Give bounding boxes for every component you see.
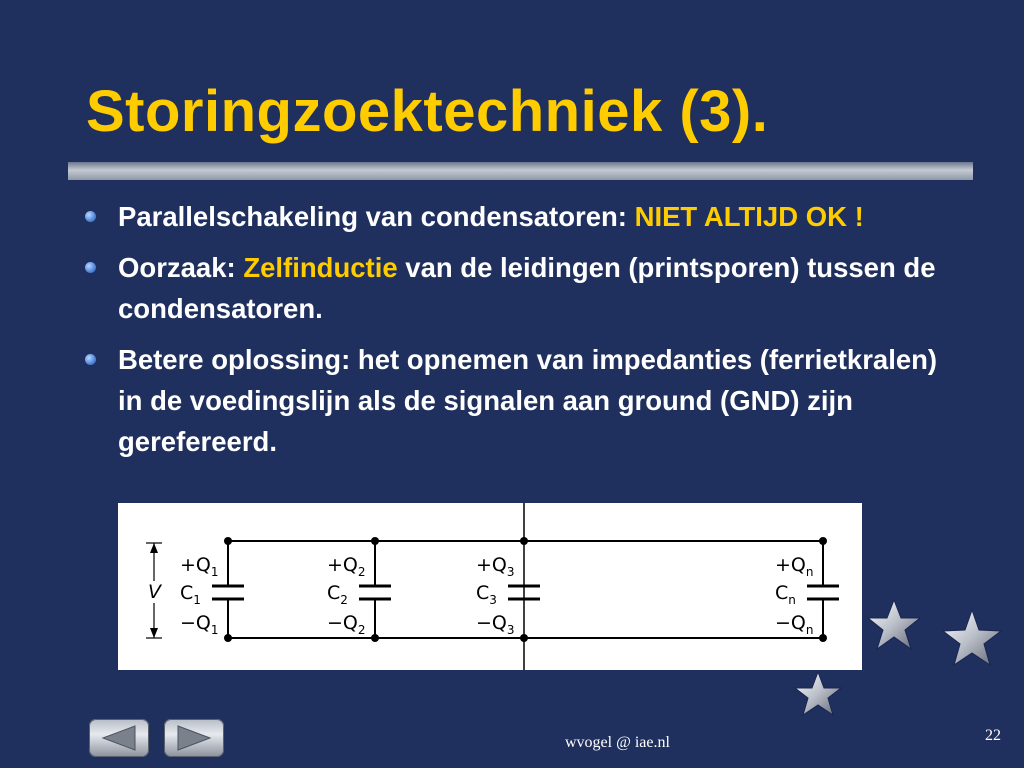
- node-dot: [520, 537, 528, 545]
- capacitor-circuit-diagram: [118, 503, 862, 670]
- bullet-text: Oorzaak:: [118, 252, 244, 283]
- charge-minus-label: $-Q_1$: [180, 612, 219, 637]
- node-dot: [520, 634, 528, 642]
- bullet-dot-icon: [85, 211, 96, 222]
- bullet-text: Betere oplossing: het opnemen van impedanties (ferrietkralen) in de voedingslijn als de signalen aan ground (GND) zijn gerefereerd.: [118, 344, 938, 457]
- capacitor-label: $C_n$: [775, 582, 796, 607]
- capacitor-label: $C_2$: [327, 582, 348, 607]
- star-icon: [943, 610, 1001, 665]
- bullet-dot-icon: [85, 354, 96, 365]
- capacitor-3: [476, 537, 540, 642]
- previous-slide-button[interactable]: [89, 719, 149, 757]
- voltage-label: V: [148, 581, 161, 603]
- page-number: 22: [985, 727, 1001, 744]
- next-slide-button[interactable]: [164, 719, 224, 757]
- bullet-list: [80, 196, 940, 472]
- charge-minus-label: $-Q_n$: [775, 612, 814, 637]
- bullet-dot-icon: [85, 262, 96, 273]
- capacitor-label: $C_3$: [476, 582, 497, 607]
- star-icon: [868, 600, 920, 649]
- charge-plus-label: $+Q_2$: [327, 554, 366, 579]
- capacitor-2: [327, 537, 391, 642]
- bullet-highlight: NIET ALTIJD OK !: [634, 201, 864, 232]
- capacitor-label: $C_1$: [180, 582, 201, 607]
- bullet-item: [80, 196, 940, 237]
- charge-plus-label: $+Q_n$: [775, 554, 814, 579]
- charge-plus-label: $+Q_1$: [180, 554, 219, 579]
- bullet-text-rest: van de leidingen (printsporen) tussen de condensatoren.: [118, 252, 936, 324]
- star-icon: [795, 672, 841, 715]
- title-divider: [68, 162, 973, 180]
- slide-title: Storingzoektechniek (3).: [86, 79, 769, 144]
- charge-minus-label: $-Q_3$: [476, 612, 515, 637]
- bullet-item: [80, 339, 940, 462]
- capacitor-1: [180, 537, 244, 642]
- footer-text: wvogel @ iae.nl: [565, 734, 670, 751]
- bullet-item: [80, 247, 940, 329]
- next-arrow-icon: [164, 719, 224, 757]
- charge-plus-label: $+Q_3$: [476, 554, 515, 579]
- bullet-text: Parallelschakeling van condensatoren:: [118, 201, 635, 232]
- previous-arrow-icon: [89, 719, 149, 757]
- charge-minus-label: $-Q_2$: [327, 612, 366, 637]
- decorative-stars: [760, 585, 1024, 735]
- bullet-highlight: Zelfinductie: [243, 252, 398, 283]
